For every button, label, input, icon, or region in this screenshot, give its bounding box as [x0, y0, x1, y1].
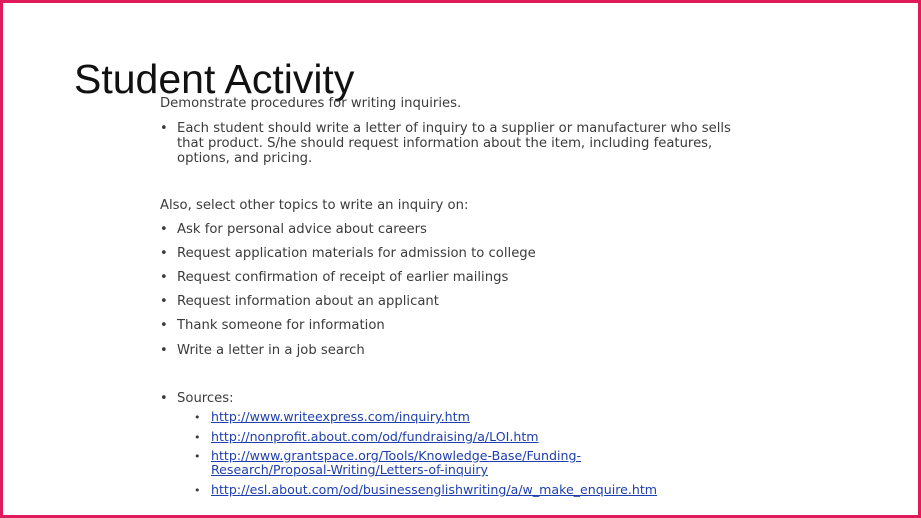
- source-link[interactable]: http://www.writeexpress.com/inquiry.htm: [211, 409, 470, 424]
- sub-bullet-dot: •: [194, 484, 201, 497]
- slide-title: Student Activity: [74, 56, 355, 102]
- topic-item: Request confirmation of receipt of earlier mailings: [177, 270, 509, 285]
- source-link[interactable]: http://esl.about.com/od/businessenglishwriting/a/w_make_enquire.htm: [211, 482, 658, 497]
- bullet-dot: •: [160, 222, 168, 237]
- sub-bullet-dot: •: [194, 431, 201, 444]
- main-bullet-line: Each student should write a letter of inquiry to a supplier or manufacturer who sells: [177, 121, 731, 136]
- source-link-continuation[interactable]: Research/Proposal-Writing/Letters-of-inquiry: [211, 462, 488, 477]
- topic-item: Thank someone for information: [177, 318, 385, 333]
- sources-label: Sources:: [177, 391, 234, 406]
- bullet-dot: •: [160, 121, 168, 136]
- sub-bullet-dot: •: [194, 411, 201, 424]
- bullet-dot: •: [160, 270, 168, 285]
- topic-item: Request information about an applicant: [177, 294, 439, 309]
- sub-bullet-dot: •: [194, 450, 201, 463]
- also-heading: Also, select other topics to write an inquiry on:: [160, 198, 469, 213]
- bullet-dot: •: [160, 294, 168, 309]
- intro-text: Demonstrate procedures for writing inquiries.: [160, 96, 462, 111]
- bullet-dot: •: [160, 246, 168, 261]
- bullet-dot: •: [160, 318, 168, 333]
- source-link[interactable]: http://www.grantspace.org/Tools/Knowledge-Base/Funding-: [211, 448, 582, 463]
- main-bullet-line: that product. S/he should request information about the item, including features,: [177, 136, 713, 151]
- topic-item: Request application materials for admission to college: [177, 246, 536, 261]
- topic-item: Ask for personal advice about careers: [177, 222, 427, 237]
- main-bullet-line: options, and pricing.: [177, 151, 313, 166]
- source-link[interactable]: http://nonprofit.about.com/od/fundraising/a/LOI.htm: [211, 429, 539, 444]
- topic-item: Write a letter in a job search: [177, 343, 365, 358]
- bullet-dot: •: [160, 391, 168, 406]
- bullet-dot: •: [160, 343, 168, 358]
